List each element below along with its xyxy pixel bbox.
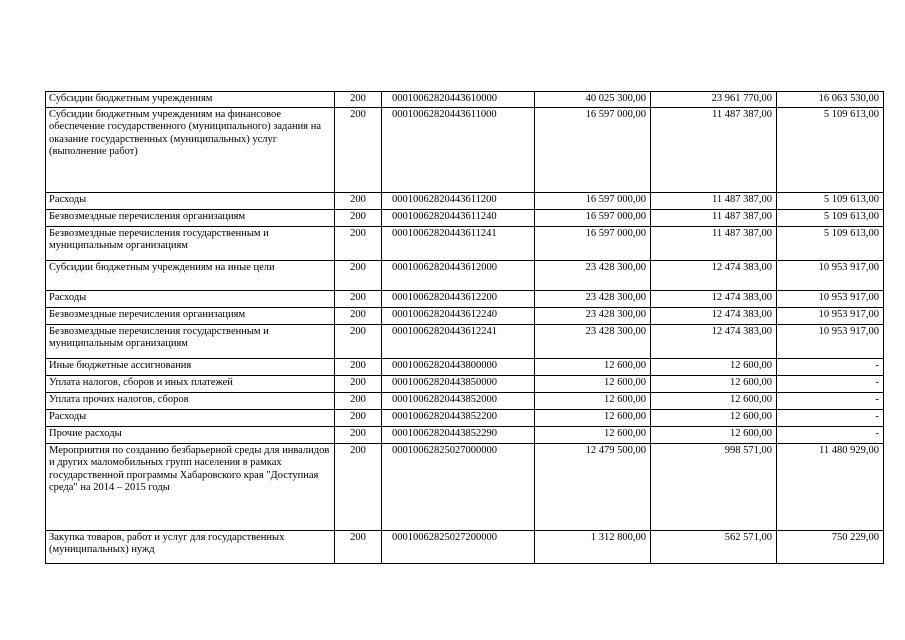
- executed-amount-cell: 12 474 383,00: [651, 261, 777, 291]
- approved-amount-cell: 12 600,00: [535, 410, 651, 427]
- line-code-cell: 200: [335, 291, 382, 308]
- unexecuted-amount-cell: -: [777, 393, 884, 410]
- line-code-cell: 200: [335, 359, 382, 376]
- table-row: [46, 444, 884, 531]
- executed-amount-cell: 12 600,00: [651, 376, 777, 393]
- expense-name-cell: Прочие расходы: [46, 427, 335, 444]
- unexecuted-amount-cell: 10 953 917,00: [777, 261, 884, 291]
- executed-amount-cell: 12 600,00: [651, 393, 777, 410]
- budget-classification-code-cell: 00010062820443800000: [382, 359, 535, 376]
- executed-amount-cell: 23 961 770,00: [651, 92, 777, 108]
- budget-classification-code-cell: 00010062820443850000: [382, 376, 535, 393]
- expense-name-cell: Уплата налогов, сборов и иных платежей: [46, 376, 335, 393]
- approved-amount-cell: 40 025 300,00: [535, 92, 651, 108]
- executed-amount-cell: 11 487 387,00: [651, 227, 777, 261]
- unexecuted-amount-cell: -: [777, 410, 884, 427]
- line-code-cell: 200: [335, 227, 382, 261]
- table-row: [46, 376, 884, 393]
- table-row: [46, 291, 884, 308]
- executed-amount-cell: 12 600,00: [651, 410, 777, 427]
- line-code-cell: 200: [335, 108, 382, 193]
- executed-amount-cell: 12 600,00: [651, 359, 777, 376]
- table-row: [46, 308, 884, 325]
- table-row: [46, 227, 884, 261]
- executed-amount-cell: 12 600,00: [651, 427, 777, 444]
- expense-name-cell: Субсидии бюджетным учреждениям на финансовое обеспечение государственного (муниципального) задания на оказание государственных (муниципальных) услуг (выполнение работ): [46, 108, 335, 193]
- budget-classification-code-cell: 00010062820443611241: [382, 227, 535, 261]
- unexecuted-amount-cell: 5 109 613,00: [777, 210, 884, 227]
- expense-name-cell: Субсидии бюджетным учреждениям: [46, 92, 335, 108]
- approved-amount-cell: 12 600,00: [535, 427, 651, 444]
- line-code-cell: 200: [335, 444, 382, 531]
- unexecuted-amount-cell: 10 953 917,00: [777, 325, 884, 359]
- executed-amount-cell: 11 487 387,00: [651, 108, 777, 193]
- executed-amount-cell: 11 487 387,00: [651, 193, 777, 210]
- approved-amount-cell: 12 600,00: [535, 376, 651, 393]
- line-code-cell: 200: [335, 376, 382, 393]
- budget-classification-code-cell: 00010062820443852200: [382, 410, 535, 427]
- table-row: [46, 531, 884, 564]
- budget-classification-code-cell: 00010062820443852000: [382, 393, 535, 410]
- table-row: [46, 193, 884, 210]
- table-row: [46, 92, 884, 108]
- line-code-cell: 200: [335, 325, 382, 359]
- approved-amount-cell: 23 428 300,00: [535, 291, 651, 308]
- table-row: [46, 210, 884, 227]
- approved-amount-cell: 16 597 000,00: [535, 108, 651, 193]
- table-row: [46, 410, 884, 427]
- line-code-cell: 200: [335, 308, 382, 325]
- expense-name-cell: Уплата прочих налогов, сборов: [46, 393, 335, 410]
- approved-amount-cell: 23 428 300,00: [535, 308, 651, 325]
- table-row: [46, 108, 884, 193]
- unexecuted-amount-cell: -: [777, 427, 884, 444]
- expense-name-cell: Расходы: [46, 410, 335, 427]
- expense-name-cell: Расходы: [46, 291, 335, 308]
- line-code-cell: 200: [335, 261, 382, 291]
- approved-amount-cell: 16 597 000,00: [535, 193, 651, 210]
- table-row: [46, 325, 884, 359]
- approved-amount-cell: 16 597 000,00: [535, 210, 651, 227]
- approved-amount-cell: 12 479 500,00: [535, 444, 651, 531]
- table-row: [46, 261, 884, 291]
- table-body: [46, 92, 884, 564]
- unexecuted-amount-cell: -: [777, 376, 884, 393]
- approved-amount-cell: 23 428 300,00: [535, 261, 651, 291]
- approved-amount-cell: 23 428 300,00: [535, 325, 651, 359]
- executed-amount-cell: 11 487 387,00: [651, 210, 777, 227]
- executed-amount-cell: 12 474 383,00: [651, 291, 777, 308]
- line-code-cell: 200: [335, 193, 382, 210]
- line-code-cell: 200: [335, 427, 382, 444]
- unexecuted-amount-cell: 10 953 917,00: [777, 308, 884, 325]
- unexecuted-amount-cell: 750 229,00: [777, 531, 884, 564]
- approved-amount-cell: 16 597 000,00: [535, 227, 651, 261]
- unexecuted-amount-cell: 10 953 917,00: [777, 291, 884, 308]
- expense-name-cell: Закупка товаров, работ и услуг для государственных (муниципальных) нужд: [46, 531, 335, 564]
- executed-amount-cell: 12 474 383,00: [651, 325, 777, 359]
- budget-classification-code-cell: 00010062820443611240: [382, 210, 535, 227]
- expense-name-cell: Безвозмездные перечисления организациям: [46, 210, 335, 227]
- budget-classification-code-cell: 00010062820443852290: [382, 427, 535, 444]
- budget-classification-code-cell: 00010062820443611000: [382, 108, 535, 193]
- expense-name-cell: Иные бюджетные ассигнования: [46, 359, 335, 376]
- approved-amount-cell: 12 600,00: [535, 359, 651, 376]
- line-code-cell: 200: [335, 393, 382, 410]
- budget-classification-code-cell: 00010062820443610000: [382, 92, 535, 108]
- executed-amount-cell: 562 571,00: [651, 531, 777, 564]
- unexecuted-amount-cell: 16 063 530,00: [777, 92, 884, 108]
- unexecuted-amount-cell: 5 109 613,00: [777, 108, 884, 193]
- budget-classification-code-cell: 00010062820443612000: [382, 261, 535, 291]
- approved-amount-cell: 12 600,00: [535, 393, 651, 410]
- expense-name-cell: Безвозмездные перечисления организациям: [46, 308, 335, 325]
- budget-classification-code-cell: 00010062820443612200: [382, 291, 535, 308]
- unexecuted-amount-cell: 5 109 613,00: [777, 193, 884, 210]
- line-code-cell: 200: [335, 410, 382, 427]
- unexecuted-amount-cell: -: [777, 359, 884, 376]
- expense-name-cell: Безвозмездные перечисления государственным и муниципальным организациям: [46, 227, 335, 261]
- approved-amount-cell: 1 312 800,00: [535, 531, 651, 564]
- budget-classification-code-cell: 00010062825027000000: [382, 444, 535, 531]
- expense-name-cell: Расходы: [46, 193, 335, 210]
- table-row: [46, 393, 884, 410]
- executed-amount-cell: 12 474 383,00: [651, 308, 777, 325]
- budget-classification-code-cell: 00010062820443611200: [382, 193, 535, 210]
- budget-classification-code-cell: 00010062820443612241: [382, 325, 535, 359]
- line-code-cell: 200: [335, 531, 382, 564]
- budget-execution-table: [45, 91, 884, 564]
- executed-amount-cell: 998 571,00: [651, 444, 777, 531]
- expense-name-cell: Субсидии бюджетным учреждениям на иные цели: [46, 261, 335, 291]
- unexecuted-amount-cell: 11 480 929,00: [777, 444, 884, 531]
- expense-name-cell: Безвозмездные перечисления государственным и муниципальным организациям: [46, 325, 335, 359]
- line-code-cell: 200: [335, 210, 382, 227]
- budget-classification-code-cell: 00010062825027200000: [382, 531, 535, 564]
- expense-name-cell: Мероприятия по созданию безбарьерной среды для инвалидов и других маломобильных групп населения в рамках государственной программы Хабаровского края "Доступная среда" на 2014 – 2015 годы: [46, 444, 335, 531]
- line-code-cell: 200: [335, 92, 382, 108]
- table-row: [46, 359, 884, 376]
- unexecuted-amount-cell: 5 109 613,00: [777, 227, 884, 261]
- table-row: [46, 427, 884, 444]
- budget-classification-code-cell: 00010062820443612240: [382, 308, 535, 325]
